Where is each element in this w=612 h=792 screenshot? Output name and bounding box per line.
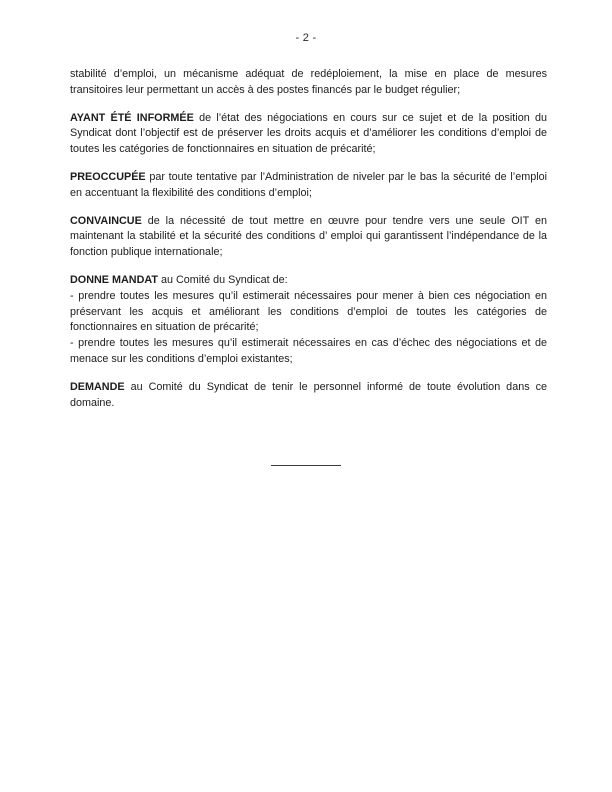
paragraph-continuation	[70, 67, 547, 99]
paragraph-ayant-ete-informee	[70, 111, 547, 158]
paragraph-text: de la nécessité de tout mettre en œuvre pour tendre vers une seule OIT en maintenant la stabilité et la sécurité des conditions d’ emploi qui garantissent l’indépendance de la fonction publique internationale;	[70, 214, 547, 259]
page-number: - 2 -	[295, 32, 317, 44]
paragraph-lead: CONVAINCUE	[70, 214, 142, 227]
paragraph-demande	[70, 380, 547, 412]
document-body	[70, 67, 547, 423]
paragraph-lead: DEMANDE	[70, 380, 125, 393]
paragraph-text: stabilité d’emploi, un mécanisme adéquat de redéploiement, la mise en place de mesures transitoires leur permettant un accès à des postes financés par le budget régulier;	[70, 68, 547, 96]
paragraph-donne-mandat	[70, 273, 547, 368]
paragraph-text: au Comité du Syndicat de tenir le personnel informé de toute évolution dans ce domaine.	[70, 380, 547, 409]
mandat-intro-text: au Comité du Syndicat de:	[157, 273, 288, 286]
paragraph-lead: AYANT ÉTÉ INFORMÉE	[70, 111, 194, 124]
paragraph-convaincue	[70, 214, 547, 261]
paragraph-lead: DONNE MANDAT	[70, 273, 158, 286]
mandat-item: - prendre toutes les mesures qu’il estimerait nécessaires pour mener à bien ces négociation en préservant les acquis et améliorant les conditions d’emploi de toutes les catégories de fonctionnaires en situation de précarité;	[70, 289, 547, 334]
paragraph-text: par toute tentative par l’Administration de niveler par le bas la sécurité de l’emploi en accentuant la flexibilité des conditions d’emploi;	[70, 170, 547, 199]
mandat-item: - prendre toutes les mesures qu’il estimerait nécessaires en cas d’échec des négociations et de menace sur les conditions d’emploi existantes;	[70, 337, 547, 365]
paragraph-preoccupee	[70, 170, 547, 202]
separator-rule	[271, 465, 341, 466]
mandat-intro-line	[70, 273, 547, 289]
paragraph-text: de l’état des négociations en cours sur ce sujet et de la position du Syndicat dont l’objectif est de préserver les droits acquis et d’améliorer les conditions d’emploi de toutes les catégories de fonctionnaires en situation de précarité;	[70, 111, 548, 156]
paragraph-lead: PREOCCUPÉE	[70, 170, 146, 183]
